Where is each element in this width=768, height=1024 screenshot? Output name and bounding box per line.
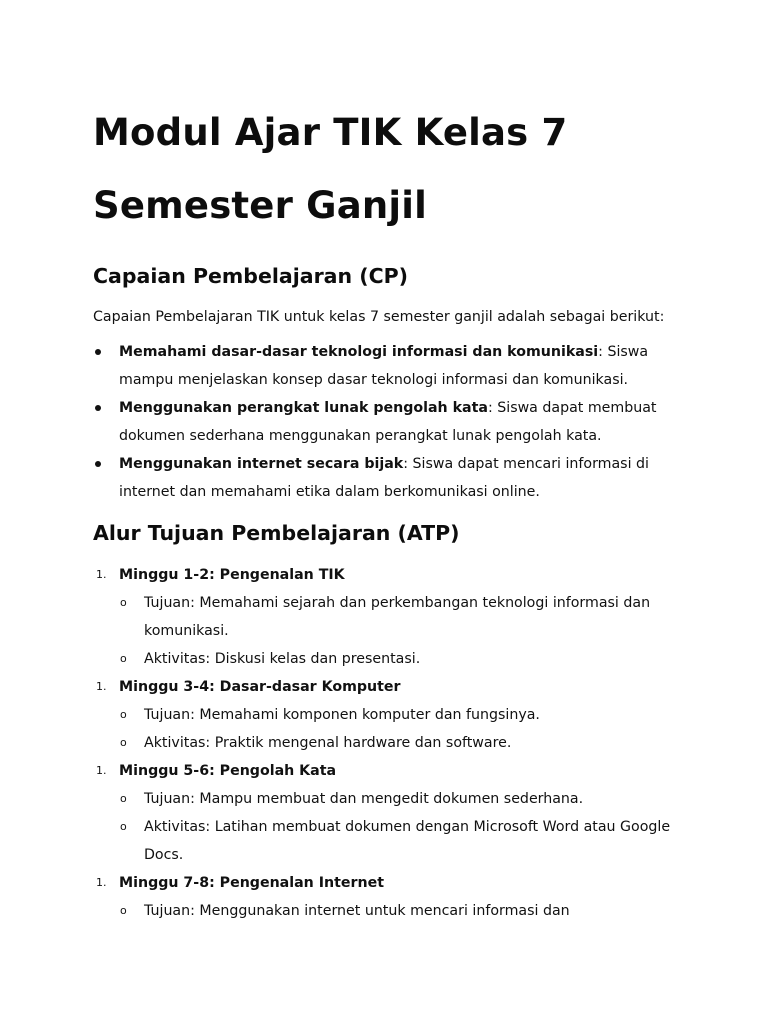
sub-bullet-icon: o bbox=[120, 820, 127, 833]
week-point-text: Tujuan: Memahami sejarah dan perkembangan teknologi informasi dan komunikasi. bbox=[144, 595, 651, 639]
week-point bbox=[119, 701, 693, 729]
title-line-1: Modul Ajar TIK Kelas 7 bbox=[93, 111, 568, 154]
cp-item-text: : Siswa dapat mencari informasi di internet dan memahami etika dalam berkomunikasi online. bbox=[119, 456, 649, 500]
week-point bbox=[119, 785, 693, 813]
week-point-text: Tujuan: Mampu membuat dan mengedit dokumen sederhana. bbox=[144, 791, 584, 807]
atp-week-item bbox=[93, 757, 693, 869]
document-title bbox=[93, 96, 693, 242]
atp-week-item bbox=[93, 673, 693, 757]
week-point bbox=[119, 729, 693, 757]
week-point-text: Aktivitas: Praktik mengenal hardware dan software. bbox=[144, 735, 512, 751]
bullet-dot-icon bbox=[95, 461, 101, 467]
week-point-text: Tujuan: Menggunakan internet untuk mencari informasi dan bbox=[144, 903, 570, 919]
week-point-text: Aktivitas: Latihan membuat dokumen dengan Microsoft Word atau Google Docs. bbox=[144, 819, 671, 863]
week-title: Minggu 1-2: Pengenalan TIK bbox=[119, 567, 345, 583]
sub-bullet-icon: o bbox=[120, 904, 127, 917]
atp-list bbox=[93, 561, 693, 925]
week-title: Minggu 7-8: Pengenalan Internet bbox=[119, 875, 385, 891]
cp-list bbox=[93, 338, 693, 506]
list-number: 1. bbox=[96, 680, 107, 693]
week-points bbox=[119, 589, 693, 673]
week-points bbox=[119, 701, 693, 757]
cp-item-bold: Menggunakan perangkat lunak pengolah kata bbox=[119, 400, 488, 416]
cp-item-text: : Siswa dapat membuat dokumen sederhana menggunakan perangkat lunak pengolah kata. bbox=[119, 400, 657, 444]
week-title: Minggu 3-4: Dasar-dasar Komputer bbox=[119, 679, 401, 695]
list-number: 1. bbox=[96, 876, 107, 889]
title-line-2: Semester Ganjil bbox=[93, 184, 428, 227]
atp-week-item bbox=[93, 869, 693, 925]
week-point-text: Aktivitas: Diskusi kelas dan presentasi. bbox=[144, 651, 421, 667]
week-point-text: Tujuan: Memahami komponen komputer dan fungsinya. bbox=[144, 707, 540, 723]
list-number: 1. bbox=[96, 568, 107, 581]
sub-bullet-icon: o bbox=[120, 792, 127, 805]
bullet-dot-icon bbox=[95, 349, 101, 355]
cp-intro: Capaian Pembelajaran TIK untuk kelas 7 semester ganjil adalah sebagai berikut: bbox=[93, 309, 665, 325]
cp-item-text: : Siswa mampu menjelaskan konsep dasar teknologi informasi dan komunikasi. bbox=[119, 344, 649, 388]
sub-bullet-icon: o bbox=[120, 736, 127, 749]
week-point bbox=[119, 645, 693, 673]
sub-bullet-icon: o bbox=[120, 596, 127, 609]
week-points bbox=[119, 785, 693, 869]
list-number: 1. bbox=[96, 764, 107, 777]
cp-heading: Capaian Pembelajaran (CP) bbox=[93, 264, 409, 288]
cp-list-item bbox=[93, 450, 693, 506]
sub-bullet-icon: o bbox=[120, 652, 127, 665]
sub-bullet-icon: o bbox=[120, 708, 127, 721]
week-point bbox=[119, 589, 693, 645]
cp-list-item bbox=[93, 338, 693, 394]
week-points bbox=[119, 897, 693, 925]
week-point bbox=[119, 897, 693, 925]
bullet-dot-icon bbox=[95, 405, 101, 411]
week-title: Minggu 5-6: Pengolah Kata bbox=[119, 763, 337, 779]
cp-item-bold: Menggunakan internet secara bijak bbox=[119, 456, 404, 472]
week-point bbox=[119, 813, 693, 869]
document-content bbox=[93, 96, 693, 925]
cp-list-item bbox=[93, 394, 693, 450]
atp-week-item bbox=[93, 561, 693, 673]
cp-item-bold: Memahami dasar-dasar teknologi informasi dan komunikasi bbox=[119, 344, 599, 360]
atp-heading: Alur Tujuan Pembelajaran (ATP) bbox=[93, 521, 460, 545]
